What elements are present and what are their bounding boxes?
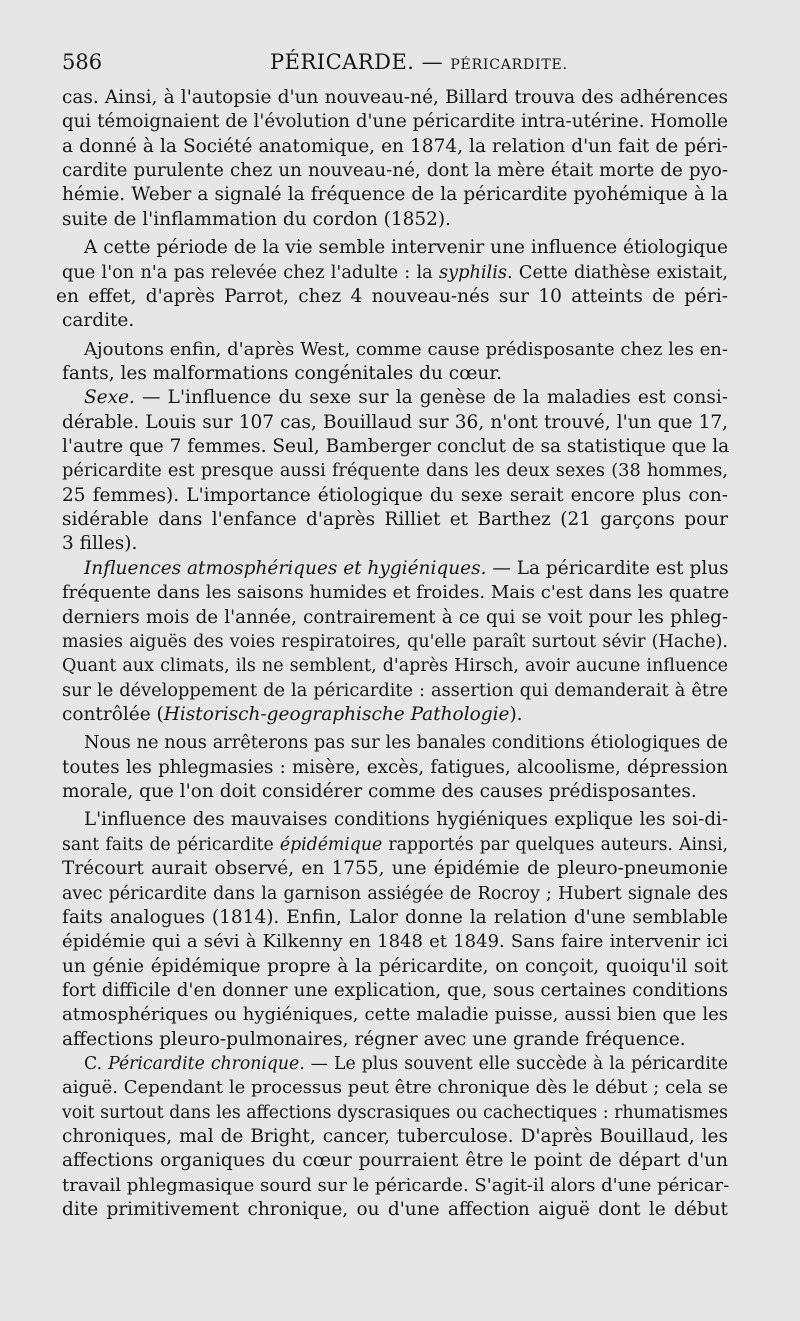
page-header [62, 50, 730, 82]
text-line: cardite purulente chez un nouveau-né, dont la mère était morte de pyo- [62, 160, 728, 182]
text-line: sur le développement de la péricardite : assertion qui demanderait à être [62, 680, 728, 701]
running-title: PÉRICARDE. — [270, 50, 444, 74]
text-line: hémie. Weber a signalé la fréquence de la péricardite pyohémique à la [62, 184, 728, 206]
text-line: péricardite est presque aussi fréquente dans les deux sexes (38 hommes, [62, 461, 728, 482]
text-line: fort difficile d'en donner une explication, que, sous certaines conditions [62, 979, 728, 1001]
text-line: a donné à la Société anatomique, en 1874, la relation d'un fait de péri- [62, 135, 728, 157]
emphasis: épidémique [279, 834, 383, 855]
text-line: Quant aux climats, ils ne semblent, d'après Hirsch, avoir aucune influence [62, 656, 728, 677]
text-line: atmosphériques ou hygiéniques, cette maladie puisse, aussi bien que les [62, 1004, 728, 1026]
text-line: cas. Ainsi, à l'autopsie d'un nouveau-né, Billard trouva des adhérences [62, 87, 728, 108]
text-line: chroniques, mal de Bright, cancer, tuberculose. D'après Bouillaud, les [62, 1126, 728, 1148]
text-line: fréquente dans les saisons humides et froides. Mais c'est dans les quatre [62, 582, 730, 604]
text-line: morale, que l'on doit considérer comme des causes prédisposantes. [62, 781, 697, 803]
text-line: que l'on n'a pas relevée chez l'adulte : la syphilis. Cette diathèse existait, [62, 262, 729, 283]
text-line: l'autre que 7 femmes. Seul, Bamberger conclut de sa statistique que la [62, 436, 730, 458]
main-text [56, 86, 730, 1223]
text-line: Sexe. — L'influence du sexe sur la genèse de la maladies est consi- [84, 387, 728, 409]
text-line: un génie épidémique propre à la péricardite, on conçoit, quoiqu'il soit [62, 955, 728, 977]
text-line: dite primitivement chronique, ou d'une affection aiguë dont le début [62, 1199, 728, 1221]
text-line: A cette période de la vie semble intervenir une influence étiologique [84, 237, 728, 259]
text-line: avec péricardite dans la garnison assiégée de Rocroy ; Hubert signale des [62, 883, 728, 904]
text-line: fants, les malformations congénitales du cœur. [62, 362, 503, 384]
book-title: Historisch-geographische Pathologie [163, 703, 510, 725]
text-line: épidémie qui a sévi à Kilkenny en 1848 et 1849. Sans faire intervenir ici [62, 931, 728, 953]
text-line: Trécourt aurait observé, en 1755, une épidémie de pleuro-pneumonie [62, 858, 728, 880]
text-line: dérable. Louis sur 107 cas, Bouillaud sur 36, n'ont trouvé, l'un que 17, [62, 411, 728, 433]
text-line: contrôlée (Historisch-geographische Pathologie). [62, 703, 523, 725]
text-line: faits analogues (1814). Enfin, Lalor donne la relation d'une semblable [62, 906, 728, 928]
text-line: 3 filles). [62, 533, 138, 555]
text-line: Nous ne nous arrêterons pas sur les banales conditions étiologiques de [84, 733, 728, 754]
text-line: affections organiques du cœur pourraient être le point de départ d'un [62, 1150, 728, 1172]
page-number: 586 [62, 50, 103, 74]
text-line: L'influence des mauvaises conditions hygiéniques explique les soi-di- [84, 809, 728, 831]
text-line: Influences atmosphériques et hygiéniques. — La péricardite est plus [84, 557, 729, 579]
text-line: en effet, d'après Parrot, chez 4 nouveau-nés sur 10 atteints de péri- [56, 285, 728, 307]
text-line: sidérable dans l'enfance d'après Rilliet et Barthez (21 garçons pour [62, 509, 728, 531]
text-line: qui témoignaient de l'évolution d'une péricardite intra-utérine. Homolle [62, 111, 728, 133]
text-line: 25 femmes). L'importance étiologique du sexe serait encore plus con- [62, 484, 728, 506]
text-line: cardite. [62, 310, 135, 332]
section-heading: Sexe. [84, 387, 135, 409]
text-line: masies aiguës des voies respiratoires, qu'elle paraît surtout sévir (Hache). [62, 631, 728, 652]
section-heading: Influences atmosphériques et hygiéniques. [84, 557, 487, 579]
emphasis: syphilis [438, 262, 508, 283]
text-line: sant faits de péricardite épidémique rapportés par quelques auteurs. Ainsi, [62, 834, 728, 855]
text-line: derniers mois de l'année, contrairement à ce qui se voit pour les phleg- [62, 606, 728, 628]
text-line: suite de l'inflammation du cordon (1852). [62, 208, 452, 230]
text-line: Ajoutons enfin, d'après West, comme cause prédisposante chez les en- [84, 338, 728, 360]
text-line: travail phlegmasique sourd sur le péricarde. S'agit-il alors d'une péricar- [62, 1174, 730, 1196]
text-line: C. Péricardite chronique. — Le plus souvent elle succède à la péricardite [84, 1054, 728, 1075]
text-line: toutes les phlegmasies : misère, excès, fatigues, alcoolisme, dépression [62, 756, 728, 778]
text-line: aiguë. Cependant le processus peut être chronique dès le début ; cela se [62, 1077, 728, 1099]
running-subtitle: PÉRICARDITE. [450, 57, 568, 73]
section-heading: Péricardite chronique. [108, 1054, 305, 1075]
text-line: voit surtout dans les affections dyscrasiques ou cachectiques : rhumatismes [62, 1102, 728, 1123]
running-head [270, 50, 568, 74]
text-line: affections pleuro-pulmonaires, régner avec une grande fréquence. [62, 1028, 686, 1050]
